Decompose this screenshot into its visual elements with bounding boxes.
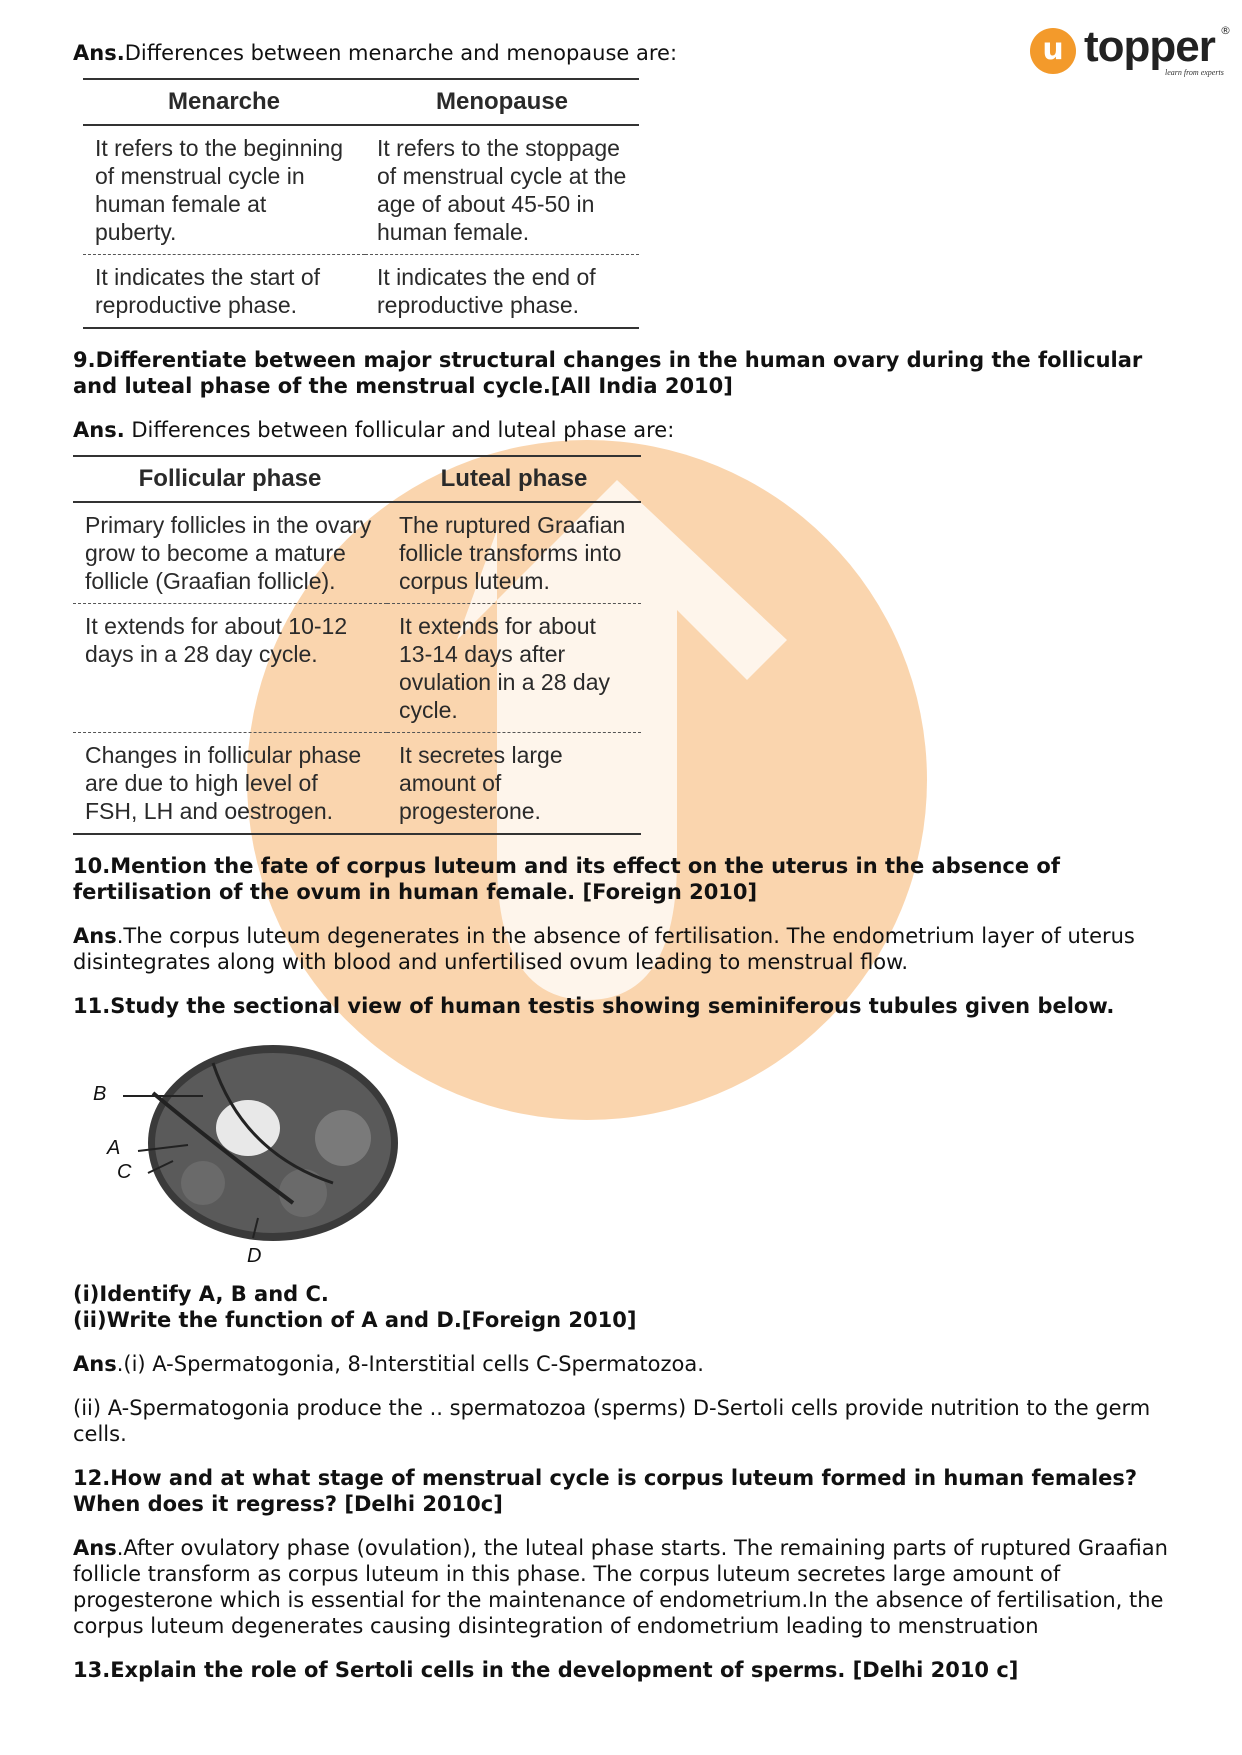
testis-section-diagram: [93, 1033, 413, 1273]
question-11: 11.Study the sectional view of human testis showing seminiferous tubules given below.: [73, 994, 1115, 1018]
diagram-label-c: C: [117, 1161, 132, 1183]
table-cell: It refers to the stoppage of menstrual cycle at the age of about 45-50 in human female.: [365, 125, 639, 255]
logo-u-icon: u: [1030, 28, 1076, 74]
table-cell: It extends for about 13-14 days after ovulation in a 28 day cycle.: [387, 604, 641, 733]
ans-label: Ans: [73, 924, 117, 948]
table-header: Luteal phase: [387, 456, 641, 502]
answer-text: .(i) A-Spermatogonia, 8-Interstitial cells C-Spermatozoa.: [116, 1352, 704, 1376]
answer-10: [73, 923, 1173, 975]
table-cell: Changes in follicular phase are due to high level of FSH, LH and oestrogen.: [73, 733, 387, 835]
answer-text: Differences between menarche and menopause are:: [124, 41, 678, 65]
topper-logo: [1030, 24, 1230, 84]
question-11-i: (i)Identify A, B and C.: [73, 1282, 329, 1306]
ans-label: Ans.: [73, 41, 125, 65]
diagram-label-b: B: [93, 1083, 107, 1105]
answer-text: .The corpus luteum degenerates in the absence of fertilisation. The endometrium layer of uterus disintegrates along with blood and unfertilised ovum leading to menstrual flow.: [73, 924, 1135, 974]
answer-9: [73, 417, 1173, 443]
table-header: Menarche: [83, 79, 365, 125]
menarche-menopause-table: [83, 78, 639, 329]
table-header: Follicular phase: [73, 456, 387, 502]
answer-8: [73, 40, 1173, 66]
table-row: [73, 733, 641, 835]
table-cell: It secretes large amount of progesterone.: [387, 733, 641, 835]
diagram-label-a: A: [107, 1137, 121, 1159]
follicular-luteal-table: [73, 455, 641, 835]
table-cell: It extends for about 10-12 days in a 28 day cycle.: [73, 604, 387, 733]
table-cell: The ruptured Graafian follicle transforms into corpus luteum.: [387, 502, 641, 604]
logo-registered: ®: [1220, 24, 1231, 37]
table-row: [83, 125, 639, 255]
question-9: 9.Differentiate between major structural changes in the human ovary during the follicular and luteal phase of the menstrual cycle.[All India 2010]: [73, 348, 1143, 398]
table-cell: It indicates the start of reproductive phase.: [83, 255, 365, 329]
question-13: 13.Explain the role of Sertoli cells in the development of sperms. [Delhi 2010 c]: [73, 1658, 1019, 1682]
ans-label: Ans: [73, 1536, 117, 1560]
logo-wordmark: topper: [1084, 22, 1215, 71]
table-cell: It refers to the beginning of menstrual cycle in human female at puberty.: [83, 125, 365, 255]
answer-text: Differences between follicular and luteal phase are:: [124, 418, 675, 442]
question-12: 12.How and at what stage of menstrual cycle is corpus luteum formed in human females? When does it regress? [Delhi 2010c]: [73, 1466, 1138, 1516]
table-row: [73, 604, 641, 733]
diagram-label-d: D: [247, 1245, 262, 1267]
table-row: [73, 502, 641, 604]
question-11-ii: (ii)Write the function of A and D.[Foreign 2010]: [73, 1308, 637, 1332]
table-row: [83, 255, 639, 329]
answer-11: [73, 1351, 1173, 1377]
answer-12: [73, 1535, 1173, 1639]
table-cell: Primary follicles in the ovary grow to become a mature follicle (Graafian follicle).: [73, 502, 387, 604]
table-cell: It indicates the end of reproductive phase.: [365, 255, 639, 329]
table-header: Menopause: [365, 79, 639, 125]
question-10: 10.Mention the fate of corpus luteum and its effect on the uterus in the absence of fertilisation of the ovum in human female. [Foreign 2010]: [73, 854, 1060, 904]
logo-tagline: learn from experts: [1165, 68, 1224, 77]
table-header-row: [83, 79, 639, 125]
table-header-row: [73, 456, 641, 502]
testis-illustration: [93, 1033, 413, 1273]
ans-label: Ans: [73, 1352, 117, 1376]
ans-label: Ans.: [73, 418, 125, 442]
answer-text: .After ovulatory phase (ovulation), the luteal phase starts. The remaining parts of ruptured Graafian follicle transform as corpus luteum in this phase. The corpus luteum secretes large amount of progesterone which is essential for the maintenance of endometrium.In the absence of fertilisation, the corpus luteum degenerates causing disintegration of endometrium leading to menstruation: [73, 1536, 1168, 1638]
answer-11-ii: (ii) A-Spermatogonia produce the .. spermatozoa (sperms) D-Sertoli cells provide nutrition to the germ cells.: [73, 1396, 1151, 1446]
